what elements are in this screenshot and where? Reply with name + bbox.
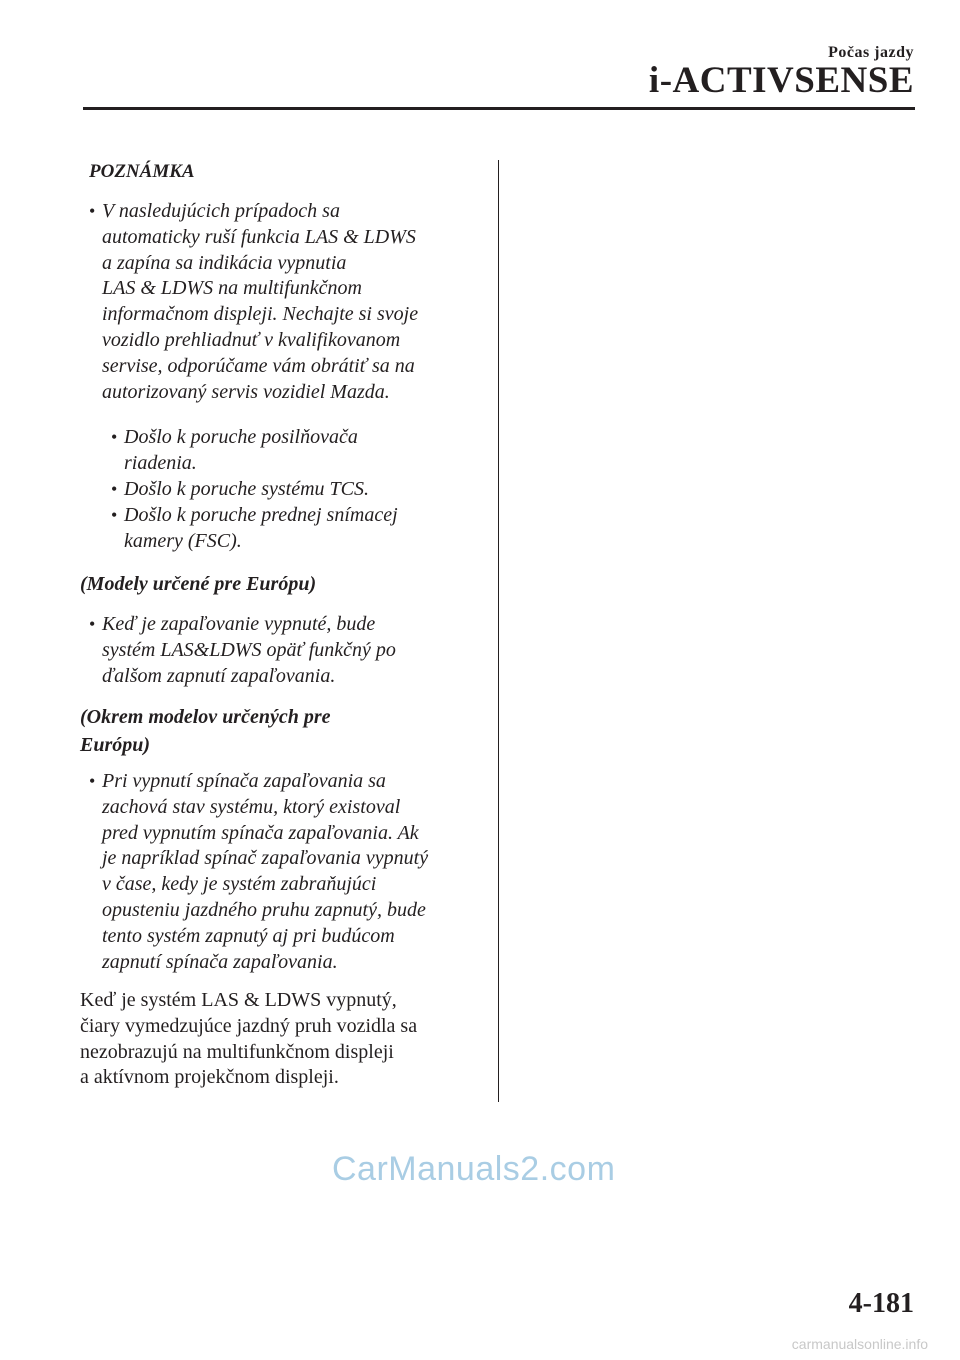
europe-bullet xyxy=(89,612,396,689)
page-number: 4-181 xyxy=(848,1288,914,1319)
text-line: LAS & LDWS na multifunkčnom xyxy=(102,277,362,300)
text-line: automaticky ruší funkcia LAS & LDWS xyxy=(102,225,416,248)
text-line: Keď je zapaľovanie vypnuté, bude xyxy=(102,613,376,635)
text-line: v čase, kedy je systém zabraňujúci xyxy=(102,873,377,896)
section-title: i-ACTIVSENSE xyxy=(648,60,914,101)
non-europe-bullet xyxy=(89,769,429,975)
text-line: zapnutí spínača zapaľovania. xyxy=(102,950,338,973)
bullet-dot-icon: • xyxy=(111,427,118,447)
text-line: Keď je systém LAS & LDWS vypnutý, xyxy=(80,989,397,1011)
non-europe-heading xyxy=(80,703,331,759)
section-subtitle: Počas jazdy xyxy=(828,44,914,61)
subitem-fsc xyxy=(111,503,398,555)
text-line: Došlo k poruche posilňovača xyxy=(124,426,358,448)
column-divider xyxy=(498,160,499,1102)
text-line: čiary vymedzujúce jazdný pruh vozidla sa xyxy=(80,1014,418,1037)
text-line: servise, odporúčame vám obrátiť sa na xyxy=(102,354,415,377)
header-rule xyxy=(83,107,915,110)
bullet-dot-icon: • xyxy=(111,479,118,499)
heading-line: (Okrem modelov určených pre xyxy=(80,706,331,728)
text-line: opusteniu jazdného pruhu zapnutý, bude xyxy=(102,898,426,921)
text-line: kamery (FSC). xyxy=(124,529,242,552)
watermark: CarManuals2.com xyxy=(332,1150,616,1188)
page-header xyxy=(0,0,960,112)
text-line: Došlo k poruche systému TCS. xyxy=(124,478,369,500)
bullet-dot-icon: • xyxy=(111,505,118,525)
subitem-power-steering xyxy=(111,425,358,477)
text-line: autorizovaný servis vozidiel Mazda. xyxy=(102,380,390,403)
text-line: je napríklad spínač zapaľovania vypnutý xyxy=(102,847,429,870)
text-line: vozidlo prehliadnuť v kvalifikovanom xyxy=(102,328,401,351)
europe-heading: (Modely určené pre Európu) xyxy=(80,573,317,595)
text-line: V nasledujúcich prípadoch sa xyxy=(102,200,340,222)
text-line: ďalšom zapnutí zapaľovania. xyxy=(102,664,336,687)
bullet-dot-icon: • xyxy=(89,771,96,791)
text-line: Došlo k poruche prednej snímacej xyxy=(124,504,398,526)
body-paragraph xyxy=(80,988,482,1091)
subitem-tcs xyxy=(111,477,369,503)
note-bullet-auto-cancel xyxy=(89,199,419,405)
bullet-dot-icon: • xyxy=(89,614,96,634)
footer-watermark: carmanualsonline.info xyxy=(791,1336,928,1352)
text-line: systém LAS&LDWS opäť funkčný po xyxy=(102,638,396,661)
text-line: Pri vypnutí spínača zapaľovania sa xyxy=(102,770,386,792)
text-line: tento systém zapnutý aj pri budúcom xyxy=(102,924,395,947)
text-line: informačnom displeji. Nechajte si svoje xyxy=(102,303,419,326)
text-line: riadenia. xyxy=(124,451,197,474)
bullet-dot-icon: • xyxy=(89,201,96,221)
note-heading: POZNÁMKA xyxy=(89,161,195,182)
text-line: a aktívnom projekčnom displeji. xyxy=(80,1066,339,1089)
text-line: pred vypnutím spínača zapaľovania. Ak xyxy=(102,821,419,844)
text-line: a zapína sa indikácia vypnutia xyxy=(102,251,347,274)
text-line: zachová stav systému, ktorý existoval xyxy=(102,795,401,818)
heading-line: Európu) xyxy=(80,734,151,756)
text-line: nezobrazujú na multifunkčnom displeji xyxy=(80,1040,394,1063)
